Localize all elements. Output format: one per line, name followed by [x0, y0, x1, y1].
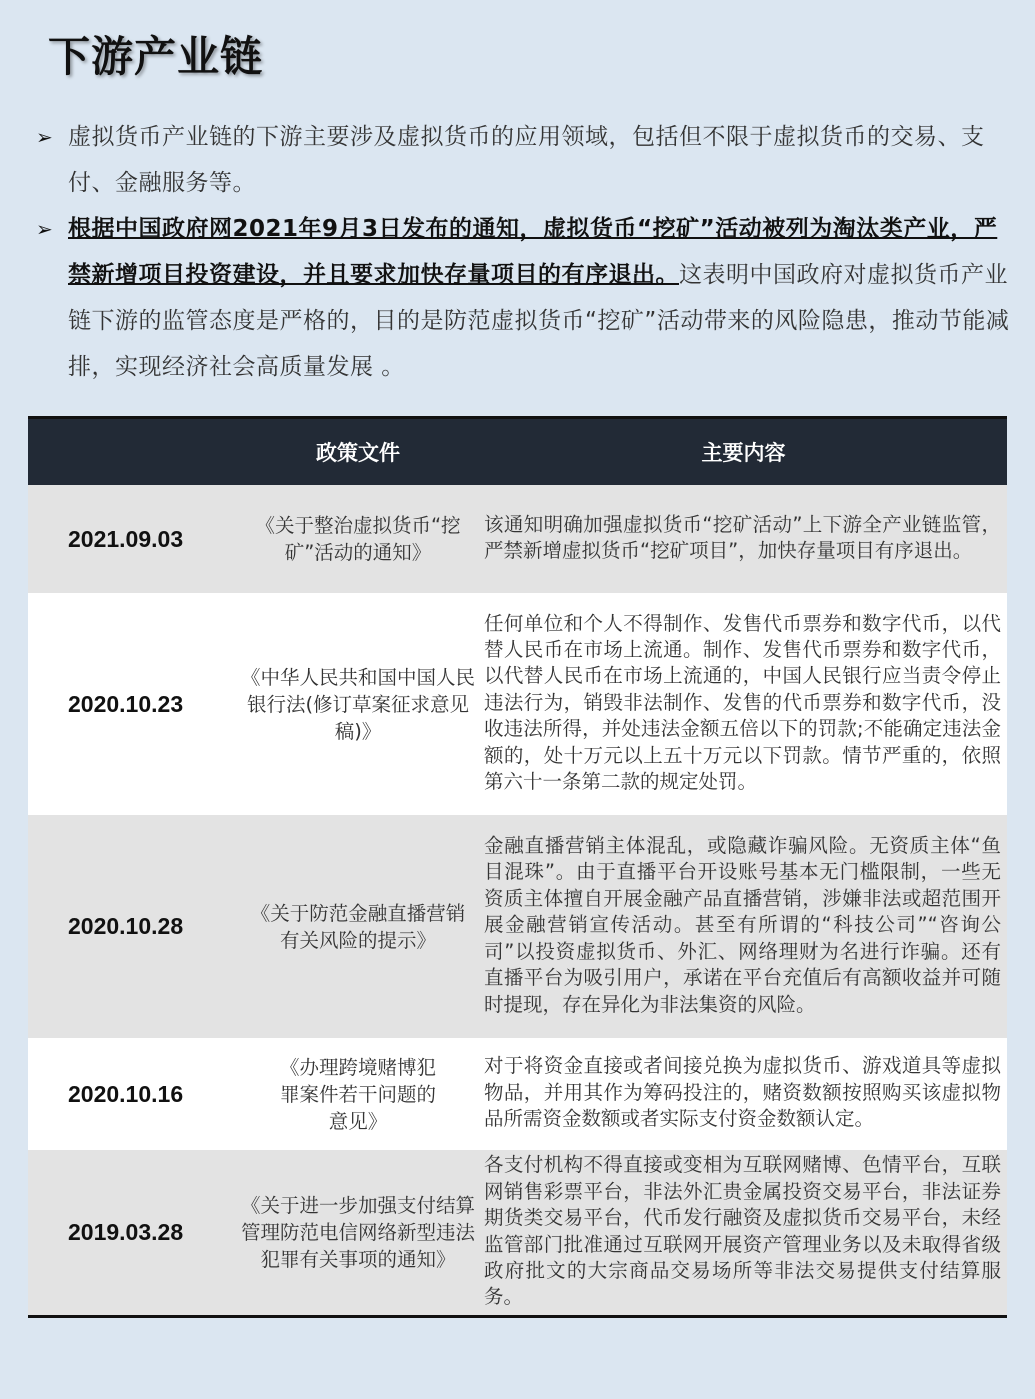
emphasized-policy-text: 根据中国政府网2021年9月3日发布的通知，虚拟货币“挖矿”活动被列为淘汰类产业，严禁新增项目投资建设，并且要求加快存量项目的有序退出。: [68, 216, 998, 288]
table-row: [28, 1150, 1007, 1315]
row-date: 2019.03.28: [68, 1219, 184, 1245]
row-policy-doc: 《中华人民共和国中国人民银行法(修订草案征求意见稿)》: [240, 665, 475, 743]
row-content: 各支付机构不得直接或变相为互联网赌博、色情平台，互联网销售彩票平台，非法外汇贵金属投资交易平台，非法证券期货类交易平台，代币发行融资及虚拟货币交易平台，未经监管部门批准通过互联网开展资产管理业务以及未取得省级政府批文的大宗商品交易场所等非法交易提供支付结算服务。: [484, 1153, 1001, 1309]
arrow-bullet-icon: ➢: [36, 125, 53, 149]
row-policy-doc: 《办理跨境赌博犯罪案件若干问题的意见》: [279, 1055, 436, 1133]
row-content: 金融直播营销主体混乱，或隐藏诈骗风险。无资质主体“鱼目混珠”。由于直播平台开设账号基本无门槛限制，一些无资质主体擅自开展金融产品直播营销，涉嫌非法或超范围开展金融营销宣传活动。甚至有所谓的“科技公司”“咨询公司”以投资虚拟货币、外汇、网络理财为名进行诈骗。还有直播平台为吸引用户，承诺在平台充值后有高额收益并可随时提现，存在异化为非法集资的风险。: [484, 834, 1001, 1016]
table-bottom-rule: [28, 1315, 1007, 1318]
bullet-item: [36, 114, 1011, 206]
bullet-list: [36, 114, 1011, 390]
row-policy-doc: 《关于进一步加强支付结算管理防范电信网络新型违法犯罪有关事项的通知》: [240, 1194, 475, 1271]
page-title: 下游产业链: [48, 32, 264, 81]
header-policy-doc: 政策文件: [316, 441, 400, 465]
row-date: 2020.10.28: [68, 913, 184, 939]
table-row: [28, 815, 1007, 1038]
bullet-text: 虚拟货币产业链的下游主要涉及虚拟货币的应用领域，包括但不限于虚拟货币的交易、支付、金融服务等。: [68, 124, 985, 196]
header-main-content: 主要内容: [701, 441, 786, 465]
arrow-bullet-icon: ➢: [36, 217, 53, 241]
row-content: 对于将资金直接或者间接兑换为虚拟货币、游戏道具等虚拟物品，并用其作为筹码投注的，赌资数额按照购买该虚拟物品所需资金数额或者实际支付资金数额认定。: [484, 1054, 1001, 1131]
table-row: [28, 1038, 1007, 1150]
row-content: 任何单位和个人不得制作、发售代币票券和数字代币，以代替人民币在市场上流通。制作、发售代币票券和数字代币，以代替人民币在市场上流通的，中国人民银行应当责令停止违法行为，销毁非法制作、发售的代币票券和数字代币，没收违法所得，并处违法金额五倍以下的罚款;不能确定违法金额的，处十万元以上五十万元以下罚款。情节严重的，依照第六十一条第二款的规定处罚。: [484, 611, 1001, 794]
table-row: [28, 593, 1007, 815]
table-header: [28, 416, 1007, 485]
bullet-text: [68, 206, 1011, 390]
row-policy-doc: 《关于防范金融直播营销有关风险的提示》: [250, 901, 466, 952]
row-date: 2020.10.23: [68, 690, 184, 717]
row-date: 2021.09.03: [68, 525, 184, 552]
table-row: [28, 485, 1007, 593]
row-date: 2020.10.16: [68, 1080, 184, 1107]
bullet-text-plain: 这表明中国政府对虚拟货币产业链下游的监管态度是严格的，目的是防范虚拟货币“挖矿”活动带来的风险隐患，推动节能减排，实现经济社会高质量发展 。: [68, 262, 1010, 380]
policy-table: [28, 416, 1007, 1318]
row-content: 该通知明确加强虚拟货币“挖矿活动”上下游全产业链监管，严禁新增虚拟货币“挖矿项目”，加快存量项目有序退出。: [484, 512, 1001, 562]
bullet-item: [36, 206, 1011, 390]
row-policy-doc: 《关于整治虚拟货币“挖矿”活动的通知》: [255, 514, 461, 564]
